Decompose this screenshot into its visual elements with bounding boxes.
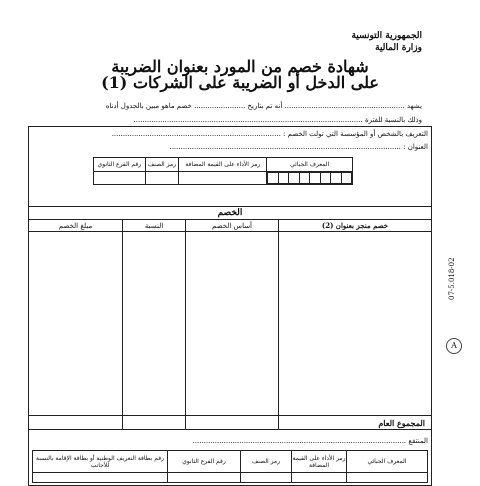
- form-code: 07-5.018-02: [448, 257, 456, 300]
- beneficiary-fiscal-id-header: المعرف الجبائي: [347, 451, 428, 473]
- withholder-address-line: [169, 143, 428, 151]
- withholding-base-header: أساس الخصم: [186, 220, 279, 232]
- beneficiary-id-table: [32, 450, 428, 483]
- issuer-header: [351, 30, 422, 54]
- total-amount-cell[interactable]: [29, 416, 123, 430]
- dots-filler: ............................................................................: [111, 130, 281, 138]
- dots-filler: .......................................................................................................: [133, 116, 363, 124]
- withholdings-table: [28, 206, 432, 430]
- withholding-note: خصم ماهو مبين بالجدول أدناه: [105, 102, 192, 110]
- withholding-amount-header: مبلغ الخصم: [29, 220, 123, 232]
- beneficiary-national-id-header: رقم بطاقة التعريف الوطنية أو بطاقة الإقامة بالنسبة للأجانب: [33, 451, 168, 473]
- beneficiary-fiscal-id-field[interactable]: [347, 473, 428, 483]
- beneficiary-branch-number-field[interactable]: [168, 473, 241, 483]
- beneficiary-branch-number-header: رقم الفرع الثانوي: [168, 451, 241, 473]
- dots-filler: ......................................................: [284, 102, 405, 110]
- total-rate-cell: [123, 416, 186, 430]
- withholder-identification-line: [112, 130, 428, 138]
- date-label: أنه تم بتاريخ: [247, 102, 283, 110]
- dots-filler: ................................................................................................: [192, 437, 407, 445]
- branch-number-header: رقم الفرع الثانوي: [94, 158, 146, 172]
- withholder-identification-label: التعريف بالشخص أو المؤسسة التي تولت الخصم :: [283, 130, 428, 138]
- vat-code-header: رمز الأداء على القيمة المضافة: [179, 158, 267, 172]
- period-label: وذلك بالنسبة للفترة: [364, 116, 422, 124]
- withholder-address-label: العنوان :: [403, 143, 428, 151]
- withholding-type-header: خصم منجز بعنوان (2): [279, 220, 432, 232]
- vat-code-field[interactable]: [179, 172, 267, 185]
- seal-icon: A: [446, 338, 462, 354]
- beneficiary-label: المنتفع: [408, 437, 428, 445]
- rate-header: النسبة: [123, 220, 186, 232]
- beneficiary-line: [193, 437, 428, 445]
- certification-line: [106, 102, 422, 110]
- certifies-label: يشهد: [406, 102, 422, 110]
- withholding-base-cell[interactable]: [186, 232, 279, 416]
- branch-number-field[interactable]: [94, 172, 146, 185]
- rate-cell[interactable]: [123, 232, 186, 416]
- dots-filler: .......................: [194, 102, 246, 110]
- withholding-amount-cell[interactable]: [29, 232, 123, 416]
- category-code-field[interactable]: [145, 172, 179, 185]
- withholder-id-table: [93, 157, 353, 185]
- dots-filler: ........................................................................................................: [169, 143, 401, 151]
- fiscal-id-field[interactable]: [267, 172, 353, 185]
- document-title-line1: شهادة خصم من المورد بعنوان الضريبة: [111, 57, 369, 76]
- withholdings-title: الخصم: [29, 207, 432, 220]
- beneficiary-national-id-field[interactable]: [33, 473, 168, 483]
- beneficiary-vat-code-field[interactable]: [292, 473, 347, 483]
- grand-total-label: المجموع العام: [279, 416, 432, 430]
- period-line: [134, 116, 422, 124]
- withholding-type-cell[interactable]: [279, 232, 432, 416]
- category-code-header: رمز الصنف: [145, 158, 179, 172]
- republic-name: الجمهورية التونسية: [351, 31, 422, 41]
- beneficiary-category-code-header: رمز الصنف: [241, 451, 292, 473]
- beneficiary-vat-code-header: رمز الأداء على القيمة المضافة: [292, 451, 347, 473]
- total-base-cell[interactable]: [186, 416, 279, 430]
- fiscal-id-header: المعرف الجبائي: [267, 158, 353, 172]
- beneficiary-category-code-field[interactable]: [241, 473, 292, 483]
- ministry-name: وزارة المالية: [375, 43, 422, 53]
- document-title-line2: على الدخل أو الضريبة على الشركات (1): [101, 73, 379, 92]
